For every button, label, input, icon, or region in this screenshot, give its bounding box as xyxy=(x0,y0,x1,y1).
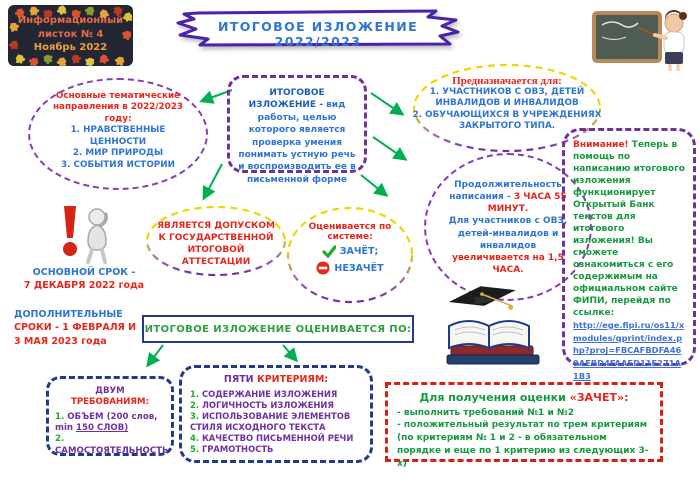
criteria-number: 3. xyxy=(190,410,202,421)
topic-item: 2. МИР ПРИРОДЫ xyxy=(72,148,164,159)
criteria-text: КАЧЕСТВО ПИСЬМЕННОЙ РЕЧИ xyxy=(201,433,354,444)
criteria-item xyxy=(190,389,362,400)
requirement-text: САМОСТОЯТЕЛЬНОСТЬ xyxy=(55,445,169,456)
criteria-item xyxy=(190,433,362,444)
pass-label: ЗАЧЁТ; xyxy=(339,246,379,257)
requirement-item xyxy=(55,412,165,435)
issue-banner-line2: листок № 4 xyxy=(37,28,104,40)
no-entry-icon xyxy=(316,261,330,275)
requirements-box xyxy=(46,376,174,456)
pass-requirements-box xyxy=(385,382,663,469)
title-ribbon xyxy=(172,6,464,50)
criteria-item xyxy=(190,400,362,411)
main-date-label: ОСНОВНОЙ СРОК - xyxy=(32,267,136,278)
audience-item: 1. УЧАСТНИКОВ С ОВЗ, ДЕТЕЙ ИНВАЛИДОВ И ИНВАЛИДОВ xyxy=(429,87,585,109)
criteria-item xyxy=(190,444,362,455)
admission-text: ЯВЛЯЕТСЯ ДОПУСКОМ К ГОСУДАРСТВЕННОЙ ИТОГОВОЙ АТТЕСТАЦИИ xyxy=(157,221,275,268)
main-date-value: 7 ДЕКАБРЯ 2022 года xyxy=(23,280,145,292)
definition-box xyxy=(227,75,367,185)
topics-oval xyxy=(28,78,208,190)
requirement-text-underlined: 150 СЛОВ) xyxy=(76,423,129,434)
topics-heading: Основные тематические направления в 2022/2023 году: xyxy=(52,91,184,124)
criteria-text: СОДЕРЖАНИЕ ИЗЛОЖЕНИЯ xyxy=(201,388,338,399)
duration-extra: увеличивается на 1,5 ЧАСА. xyxy=(452,252,564,275)
books-graduation-cap-illustration xyxy=(435,280,550,375)
exclamation-figure-illustration xyxy=(40,200,122,266)
definition-term: ИТОГОВОЕ ИЗЛОЖЕНИЕ - xyxy=(248,88,327,111)
criteria-text: ГРАМОТНОСТЬ xyxy=(201,444,274,455)
main-date-block xyxy=(20,266,148,293)
criteria-number: 2. xyxy=(190,399,202,410)
attention-panel xyxy=(562,128,696,382)
pass-condition: - выполнить требований №1 и №2 xyxy=(397,407,574,418)
criteria-title-accent: ПЯТИ xyxy=(223,374,257,385)
criteria-number: 5. xyxy=(190,444,202,455)
criteria-item xyxy=(190,411,362,433)
requirement-number: 2. xyxy=(55,434,65,445)
pass-title-red: «ЗАЧЕТ»: xyxy=(569,391,629,404)
criteria-text: ИСПОЛЬЗОВАНИЕ ЭЛЕМЕНТОВ СТИЛЯ ИСХОДНОГО ТЕКСТА xyxy=(190,410,351,433)
fipi-link[interactable]: http://ege.fipi.ru/os11/xmodules/qprint/index.php?proj=FBCAFBDFA469AEBD4FAAED11E271A1B3 xyxy=(573,319,685,382)
criteria-title: КРИТЕРИЯМ: xyxy=(256,374,329,385)
admission-oval xyxy=(145,205,287,277)
requirements-title: ТРЕБОВАНИЯМ: xyxy=(70,397,150,408)
attention-body: Теперь в помощь по написанию итогового изложения функционирует Открытый Банк текстов для итогового изложения! Вы сможете ознакомиться с его содержимым на официальном сайте ФИПИ, перейдя по ссылке: xyxy=(573,140,685,318)
teacher-at-blackboard-illustration xyxy=(586,3,698,73)
criteria-box xyxy=(179,365,373,463)
duration-value: 3 ЧАСА 55 МИНУТ. xyxy=(487,192,567,215)
attention-label: Внимание! xyxy=(573,140,629,150)
requirement-number: 1. xyxy=(55,411,68,422)
audience-item: 2. ОБУЧАЮЩИХСЯ В УЧРЕЖДЕНИЯХ ЗАКРЫТОГО ТИПА. xyxy=(412,109,602,132)
duration-lead: Продолжительность написания - xyxy=(449,180,562,203)
requirements-title-accent: ДВУМ xyxy=(95,386,125,396)
grading-oval xyxy=(286,206,414,304)
requirement-text: ОБЪЕМ (200 слов, min xyxy=(55,411,158,434)
check-icon xyxy=(322,245,336,258)
topic-item: 3. СОБЫТИЯ ИСТОРИИ xyxy=(61,159,175,170)
extra-dates-label: ДОПОЛНИТЕЛЬНЫЕ xyxy=(14,309,123,320)
criteria-text: ЛОГИЧНОСТЬ ИЗЛОЖЕНИЯ xyxy=(201,399,334,410)
criteria-number: 1. xyxy=(190,388,202,399)
requirement-item xyxy=(55,434,169,457)
issue-banner-line3: Ноябрь 2022 xyxy=(33,42,108,53)
criteria-number: 4. xyxy=(190,433,202,444)
duration-note: Для участников с ОВЗ, детей-инвалидов и инвалидов xyxy=(448,216,568,251)
definition-body: вид работы, целью которого является проверка умения понимать устную речь и воспроизводить ее в письменной форме xyxy=(238,100,356,185)
pass-title-green: Для получения оценки xyxy=(419,391,570,404)
issue-banner-line1: Информационный xyxy=(17,15,124,26)
pass-condition: - положительный результат по трем критериям (по критериям № 1 и 2 - в обязательном порядке и еще по 1 критерию из следующих 3-х) xyxy=(397,420,649,469)
topic-item: 1. НРАВСТВЕННЫЕ ЦЕННОСТИ xyxy=(70,125,166,147)
issue-banner xyxy=(8,5,133,66)
evaluation-header xyxy=(142,315,414,343)
evaluation-header-text: ИТОГОВОЕ ИЗЛОЖЕНИЕ ОЦЕНИВАЕТСЯ ПО: xyxy=(144,323,412,335)
audience-heading: Предназначается для: xyxy=(452,75,562,87)
extra-dates-value: СРОКИ - 1 ФЕВРАЛЯ И 3 МАЯ 2023 года xyxy=(14,322,137,347)
page-title: ИТОГОВОЕ ИЗЛОЖЕНИЕ 2022/2023 xyxy=(217,19,419,49)
grading-heading: Оценивается по системе: xyxy=(308,222,392,242)
extra-dates-block xyxy=(14,308,146,348)
fail-label: НЕЗАЧЁТ xyxy=(334,262,384,274)
